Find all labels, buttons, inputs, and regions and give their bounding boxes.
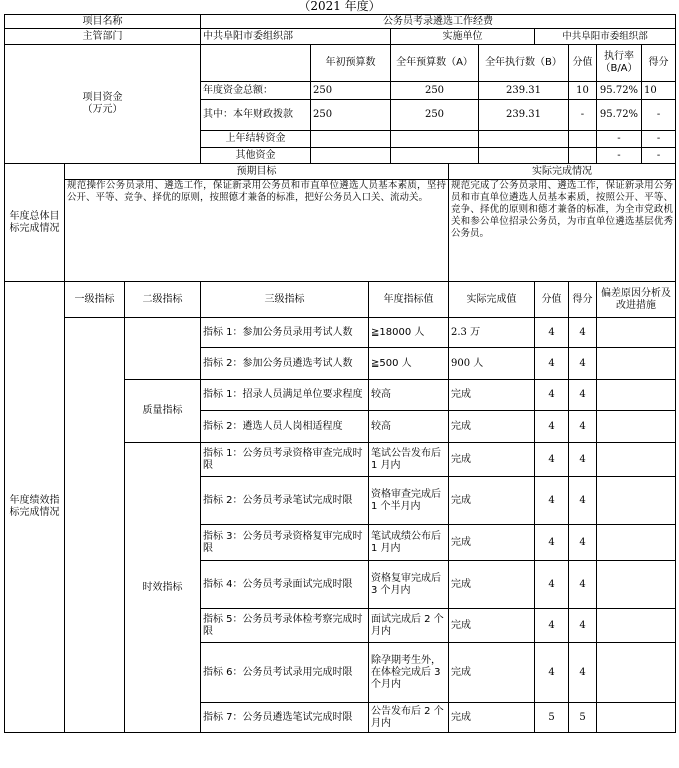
- indicator-weight: 4: [535, 443, 569, 477]
- perf-header-row: [5, 282, 676, 318]
- project-name-label: 项目名称: [5, 15, 201, 29]
- indicator-name: 指标 5：公务员考录体检考察完成时限: [201, 609, 369, 643]
- funds-executed: 239.31: [479, 82, 569, 100]
- indicator-weight: 4: [535, 525, 569, 561]
- indicator-actual: 900 人: [449, 348, 535, 380]
- funds-score: -: [642, 148, 676, 164]
- indicator-score: 4: [569, 318, 597, 348]
- funds-annual: 250: [391, 82, 479, 100]
- funds-initial: 250: [311, 82, 391, 100]
- indicator-target: ≧500 人: [369, 348, 449, 380]
- indicator-actual: 完成: [449, 561, 535, 609]
- goals-text-row: [5, 180, 676, 282]
- funds-executed: [479, 148, 569, 164]
- indicator-target: 笔试公告发布后 1 月内: [369, 443, 449, 477]
- indicator-target: ≧18000 人: [369, 318, 449, 348]
- indicator-score: 5: [569, 703, 597, 733]
- indicator-name: 指标 1：公务员考录资格审查完成时限: [201, 443, 369, 477]
- funds-score: -: [642, 131, 676, 148]
- indicator-actual: 完成: [449, 380, 535, 411]
- hdr-executed: 全年执行数（B）: [479, 45, 569, 82]
- indicator-name: 指标 6：公务员考试录用完成时限: [201, 643, 369, 703]
- hdr-perf-score: 得分: [569, 282, 597, 318]
- indicator-deviation: [597, 609, 676, 643]
- funds-annual: [391, 131, 479, 148]
- expected-goal-text: 规范操作公务员录用、遴选工作，保证新录用公务员和市直单位遴选人员基本素质，坚持公开、平等、竞争、择优的原则，按照德才兼备的标准，把好公务员入口关、流动关。: [65, 180, 449, 282]
- indicator-score: 4: [569, 525, 597, 561]
- funds-annual: 250: [391, 100, 479, 131]
- funds-rate: -: [597, 148, 642, 164]
- hdr-level3: 三级指标: [201, 282, 369, 318]
- funds-weight: -: [569, 100, 597, 131]
- funds-executed: [479, 131, 569, 148]
- indicator-deviation: [597, 318, 676, 348]
- perf-row-label: 年度绩效指标完成情况: [5, 282, 65, 733]
- hdr-initial-budget: 年初预算数: [311, 45, 391, 82]
- indicator-target: 面试完成后 2 个月内: [369, 609, 449, 643]
- funds-initial: 250: [311, 100, 391, 131]
- funds-row-label: 上年结转资金: [201, 131, 311, 148]
- indicator-weight: 4: [535, 348, 569, 380]
- indicator-deviation: [597, 380, 676, 411]
- indicator-weight: 4: [535, 380, 569, 411]
- funds-header-blank: [201, 45, 311, 82]
- funds-label: 项目资金 （万元）: [5, 45, 201, 164]
- indicator-weight: 4: [535, 318, 569, 348]
- impl-unit-label: 实施单位: [391, 29, 535, 45]
- funds-score: -: [642, 100, 676, 131]
- indicator-actual: 完成: [449, 703, 535, 733]
- indicator-target: 除孕期考生外，在体检完成后 3 个月内: [369, 643, 449, 703]
- actual-result-header: 实际完成情况: [449, 164, 676, 180]
- hdr-level1: 一级指标: [65, 282, 125, 318]
- indicator-target: 资格审查完成后 1 个半月内: [369, 477, 449, 525]
- project-name: 公务员考录遴选工作经费: [201, 15, 676, 29]
- indicator-deviation: [597, 411, 676, 443]
- indicator-weight: 4: [535, 477, 569, 525]
- indicator-name: 指标 3：公务员考录资格复审完成时限: [201, 525, 369, 561]
- dept-value: 中共阜阳市委组织部: [201, 29, 391, 45]
- indicator-target: 较高: [369, 411, 449, 443]
- indicator-weight: 4: [535, 561, 569, 609]
- level2-cell: 质量指标: [125, 380, 201, 443]
- indicator-deviation: [597, 443, 676, 477]
- indicator-row: [5, 318, 676, 348]
- level2-cell: [125, 318, 201, 380]
- funds-annual: [391, 148, 479, 164]
- indicator-name: 指标 7：公务员遴选笔试完成时限: [201, 703, 369, 733]
- indicator-target: 公告发布后 2 个月内: [369, 703, 449, 733]
- indicator-weight: 4: [535, 643, 569, 703]
- funds-header-row: [5, 45, 676, 82]
- indicator-target: 较高: [369, 380, 449, 411]
- dept-label: 主管部门: [5, 29, 201, 45]
- indicator-target: 资格复审完成后 3 个月内: [369, 561, 449, 609]
- indicator-actual: 完成: [449, 525, 535, 561]
- goals-header-row: [5, 164, 676, 180]
- indicator-score: 4: [569, 411, 597, 443]
- funds-row-label: 年度资金总额：: [201, 82, 311, 100]
- indicator-weight: 5: [535, 703, 569, 733]
- level1-cell: [65, 318, 125, 733]
- indicator-deviation: [597, 525, 676, 561]
- indicator-weight: 4: [535, 609, 569, 643]
- indicator-score: 4: [569, 477, 597, 525]
- funds-weight: [569, 148, 597, 164]
- hdr-deviation: 偏差原因分析及改进措施: [597, 282, 676, 318]
- indicator-name: 指标 1：招录人员满足单位要求程度: [201, 380, 369, 411]
- indicator-name: 指标 2：参加公务员遴选考试人数: [201, 348, 369, 380]
- performance-table: [4, 14, 676, 733]
- funds-initial: [311, 131, 391, 148]
- year-title: （2021 年度）: [298, 0, 381, 13]
- indicator-actual: 2.3 万: [449, 318, 535, 348]
- hdr-target: 年度指标值: [369, 282, 449, 318]
- indicator-score: 4: [569, 643, 597, 703]
- indicator-deviation: [597, 348, 676, 380]
- funds-score: 10: [642, 82, 676, 100]
- funds-initial: [311, 148, 391, 164]
- funds-row-label: 其中：本年财政拨款: [201, 100, 311, 131]
- funds-rate: 95.72%: [597, 82, 642, 100]
- funds-executed: 239.31: [479, 100, 569, 131]
- indicator-name: 指标 2：遴选人员人岗相适程度: [201, 411, 369, 443]
- impl-unit-value: 中共阜阳市委组织部: [535, 29, 676, 45]
- indicator-actual: 完成: [449, 643, 535, 703]
- indicator-actual: 完成: [449, 443, 535, 477]
- indicator-actual: 完成: [449, 609, 535, 643]
- hdr-level2: 二级指标: [125, 282, 201, 318]
- indicator-name: 指标 4：公务员考录面试完成时限: [201, 561, 369, 609]
- indicator-deviation: [597, 703, 676, 733]
- funds-rate: 95.72%: [597, 100, 642, 131]
- indicator-actual: 完成: [449, 411, 535, 443]
- indicator-score: 4: [569, 443, 597, 477]
- indicator-score: 4: [569, 380, 597, 411]
- hdr-score-weight: 分值: [569, 45, 597, 82]
- indicator-score: 4: [569, 348, 597, 380]
- indicator-deviation: [597, 477, 676, 525]
- indicator-name: 指标 2：公务员考录笔试完成时限: [201, 477, 369, 525]
- hdr-score: 得分: [642, 45, 676, 82]
- indicator-weight: 4: [535, 411, 569, 443]
- indicator-name: 指标 1：参加公务员录用考试人数: [201, 318, 369, 348]
- hdr-actual: 实际完成值: [449, 282, 535, 318]
- funds-weight: [569, 131, 597, 148]
- indicator-actual: 完成: [449, 477, 535, 525]
- indicator-deviation: [597, 643, 676, 703]
- actual-result-text: 规范完成了公务员录用、遴选工作，保证新录用公务员和市直单位遴选人员基本素质，按照公开、平等、竞争、择优的原则和德才兼备的标准，为全市党政机关和参公单位招录公务员，为市直单位遴选基层优秀公务员。: [449, 180, 676, 282]
- funds-weight: 10: [569, 82, 597, 100]
- hdr-weight: 分值: [535, 282, 569, 318]
- expected-goal-header: 预期目标: [65, 164, 449, 180]
- dept-row: [5, 29, 676, 45]
- indicator-deviation: [597, 561, 676, 609]
- indicator-score: 4: [569, 609, 597, 643]
- funds-rate: -: [597, 131, 642, 148]
- level2-cell: 时效指标: [125, 443, 201, 733]
- hdr-exec-rate: 执行率（B/A）: [597, 45, 642, 82]
- project-name-row: [5, 15, 676, 29]
- goals-row-label: 年度总体目标完成情况: [5, 164, 65, 282]
- indicator-target: 笔试成绩公布后 1 月内: [369, 525, 449, 561]
- hdr-annual-budget: 全年预算数（A）: [391, 45, 479, 82]
- funds-row-label: 其他资金: [201, 148, 311, 164]
- indicator-score: 4: [569, 561, 597, 609]
